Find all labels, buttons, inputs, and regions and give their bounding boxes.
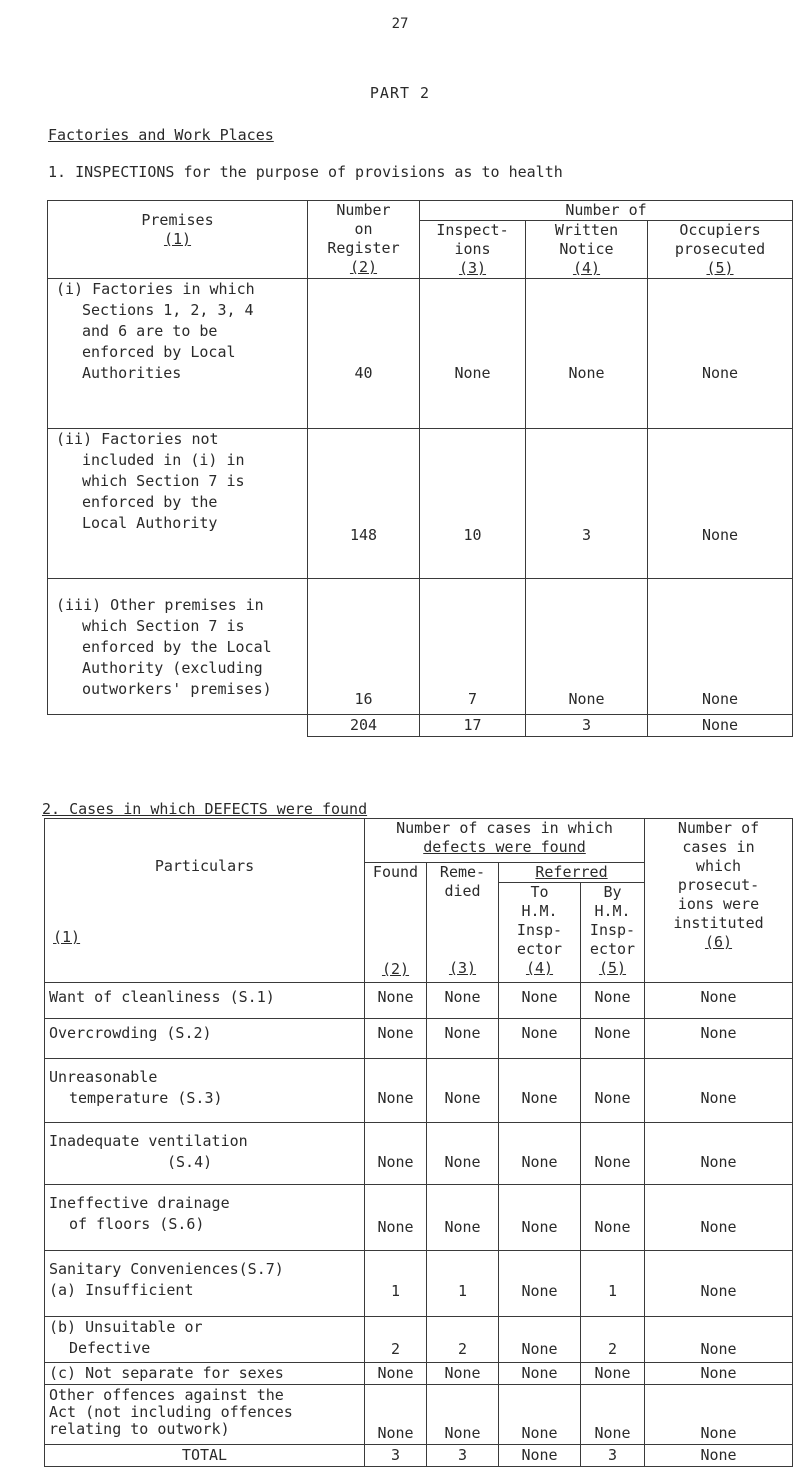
table-row	[48, 429, 793, 579]
found-value: None	[365, 1059, 427, 1123]
occupiers-header: Occupiers prosecuted (5)	[648, 221, 793, 279]
table-row	[45, 1185, 793, 1251]
by-hm-value: None	[581, 983, 645, 1019]
to-hm-value: None	[499, 1185, 581, 1251]
table-row	[45, 1251, 793, 1317]
prosecuted-value: None	[648, 429, 793, 579]
remedied-value: None	[427, 1059, 499, 1123]
row-label: (c) Not separate for sexes	[45, 1363, 365, 1385]
prosecuted-value: None	[648, 279, 793, 429]
table-row	[45, 1123, 793, 1185]
found-value: 1	[365, 1251, 427, 1317]
to-hm-value: None	[499, 1123, 581, 1185]
table-row	[45, 1019, 793, 1059]
table-row	[48, 579, 793, 715]
by-hm-value: 1	[581, 1251, 645, 1317]
row-label: Other offences against the Act (not including offences relating to outwork)	[45, 1385, 365, 1445]
to-hm-value: None	[499, 1363, 581, 1385]
row-label: Inadequate ventilation (S.4)	[45, 1123, 365, 1185]
by-hm-value: 2	[581, 1317, 645, 1363]
remedied-value: None	[427, 1019, 499, 1059]
found-value: None	[365, 1019, 427, 1059]
found-value: None	[365, 1385, 427, 1445]
table-row	[45, 983, 793, 1019]
written-value: None	[526, 279, 648, 429]
remedied-value: None	[427, 1123, 499, 1185]
number-of-header: Number of	[420, 201, 793, 221]
row-label: (i) Factories in which Sections 1, 2, 3, 4 and 6 are to be enforced by Local Authorities	[48, 279, 308, 429]
written-value: None	[526, 579, 648, 715]
inspections-value: None	[420, 279, 526, 429]
number-cases-header: Number of cases in which defects were found	[365, 819, 645, 863]
prosecutions-value: None	[645, 983, 793, 1019]
found-value: None	[365, 1123, 427, 1185]
total-remedied: 3	[427, 1445, 499, 1467]
remedied-value: None	[427, 1363, 499, 1385]
total-inspections: 17	[420, 715, 526, 737]
totals-row	[45, 1445, 793, 1467]
by-hm-value: None	[581, 1363, 645, 1385]
section-title: Factories and Work Places	[48, 126, 274, 144]
remedied-header: Reme- died (3)	[427, 863, 499, 983]
row-label: Sanitary Conveniences(S.7) (a) Insufficient	[45, 1251, 365, 1317]
by-hm-value: None	[581, 1019, 645, 1059]
found-value: None	[365, 1363, 427, 1385]
remedied-value: None	[427, 1185, 499, 1251]
particulars-header: Particulars (1)	[45, 819, 365, 983]
row-label: (b) Unsuitable or Defective	[45, 1317, 365, 1363]
prosecutions-value: None	[645, 1059, 793, 1123]
inspections-header: Inspect- ions (3)	[420, 221, 526, 279]
prosecutions-value: None	[645, 1185, 793, 1251]
table-row	[48, 279, 793, 429]
by-hm-value: None	[581, 1059, 645, 1123]
to-hm-value: None	[499, 1385, 581, 1445]
total-label: TOTAL	[45, 1445, 365, 1467]
prosecutions-value: None	[645, 1123, 793, 1185]
table-row	[45, 1059, 793, 1123]
table-row	[45, 1385, 793, 1445]
row-label: Ineffective drainage of floors (S.6)	[45, 1185, 365, 1251]
row-label: (ii) Factories not included in (i) in which Section 7 is enforced by the Local Authority	[48, 429, 308, 579]
found-value: 2	[365, 1317, 427, 1363]
defects-heading: 2. Cases in which DEFECTS were found	[42, 800, 368, 818]
page-number: 27	[391, 16, 409, 32]
inspections-table	[47, 200, 793, 737]
to-hm-value: None	[499, 983, 581, 1019]
by-hm-value: None	[581, 1185, 645, 1251]
register-value: 148	[308, 429, 420, 579]
total-register: 204	[308, 715, 420, 737]
prosecutions-value: None	[645, 1251, 793, 1317]
row-label: Unreasonable temperature (S.3)	[45, 1059, 365, 1123]
by-hm-inspector-header: By H.M. Insp- ector (5)	[581, 883, 645, 983]
to-hm-inspector-header: To H.M. Insp- ector (4)	[499, 883, 581, 983]
totals-row	[48, 715, 793, 737]
prosecutions-value: None	[645, 1019, 793, 1059]
found-value: None	[365, 983, 427, 1019]
row-label: Want of cleanliness (S.1)	[45, 983, 365, 1019]
found-value: None	[365, 1185, 427, 1251]
row-label: Overcrowding (S.2)	[45, 1019, 365, 1059]
prosecutions-header: Number of cases in which prosecut- ions were instituted (6)	[645, 819, 793, 983]
to-hm-value: None	[499, 1059, 581, 1123]
inspections-heading: 1. INSPECTIONS for the purpose of provisions as to health	[48, 163, 563, 181]
total-prosecuted: None	[648, 715, 793, 737]
to-hm-value: None	[499, 1251, 581, 1317]
total-found: 3	[365, 1445, 427, 1467]
to-hm-value: None	[499, 1317, 581, 1363]
table-row	[45, 1317, 793, 1363]
written-value: 3	[526, 429, 648, 579]
found-header: Found (2)	[365, 863, 427, 983]
written-notice-header: Written Notice (4)	[526, 221, 648, 279]
remedied-value: None	[427, 1385, 499, 1445]
total-prosecutions: None	[645, 1445, 793, 1467]
by-hm-value: None	[581, 1123, 645, 1185]
to-hm-value: None	[499, 1019, 581, 1059]
register-value: 40	[308, 279, 420, 429]
part-label: PART 2	[369, 84, 431, 102]
inspections-value: 10	[420, 429, 526, 579]
table-row	[45, 1363, 793, 1385]
total-to-hm: None	[499, 1445, 581, 1467]
remedied-value: 1	[427, 1251, 499, 1317]
prosecutions-value: None	[645, 1363, 793, 1385]
prosecuted-value: None	[648, 579, 793, 715]
total-by-hm: 3	[581, 1445, 645, 1467]
prosecutions-value: None	[645, 1317, 793, 1363]
referred-header: Referred	[499, 863, 645, 883]
by-hm-value: None	[581, 1385, 645, 1445]
total-written: 3	[526, 715, 648, 737]
remedied-value: None	[427, 983, 499, 1019]
defects-table	[44, 818, 793, 1467]
register-header: Number on Register (2)	[308, 201, 420, 279]
prosecutions-value: None	[645, 1385, 793, 1445]
row-label: (iii) Other premises in which Section 7 is enforced by the Local Authority (excluding outworkers' premises)	[48, 579, 308, 715]
remedied-value: 2	[427, 1317, 499, 1363]
premises-header: Premises (1)	[48, 201, 308, 279]
register-value: 16	[308, 579, 420, 715]
inspections-value: 7	[420, 579, 526, 715]
